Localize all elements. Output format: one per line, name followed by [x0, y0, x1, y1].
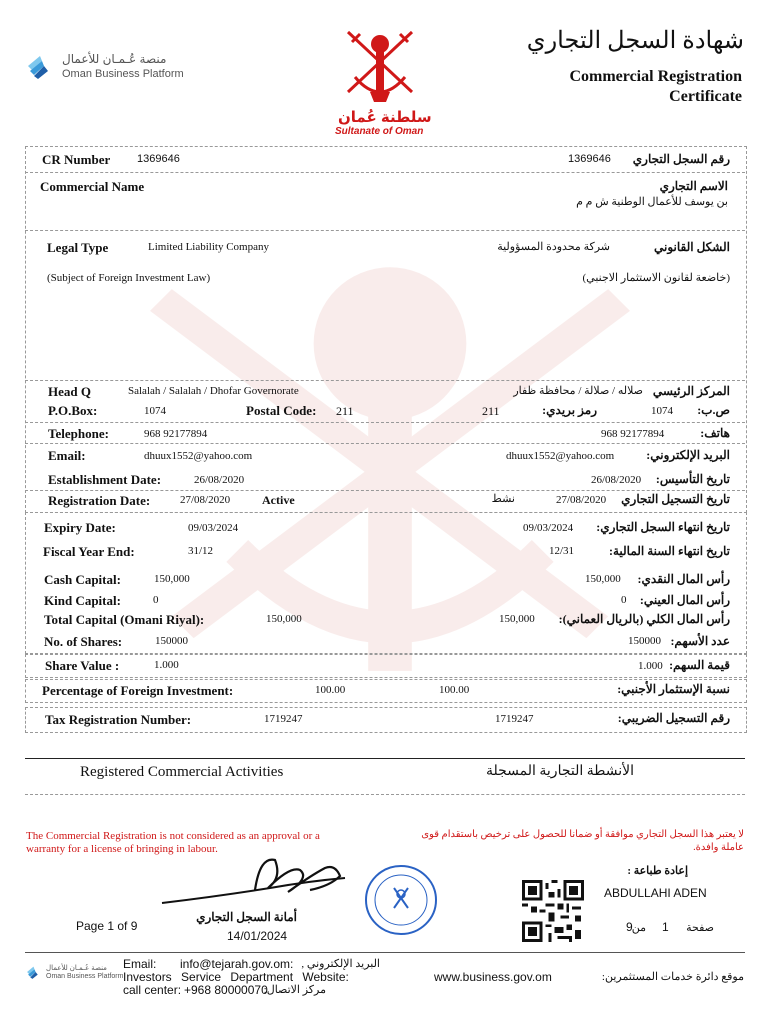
- est-label-ar: تاريخ التأسيس:: [655, 472, 730, 486]
- email-value: dhuux1552@yahoo.com: [144, 450, 253, 462]
- footer-email-value[interactable]: info@tejarah.gov.om:: [180, 957, 294, 971]
- activities-title-ar: الأنشطة التجارية المسجلة: [485, 764, 634, 779]
- fil-ar: (خاضعة لقانون الاستثمار الاجنبي): [582, 272, 730, 284]
- footer-call-label-ar: مركز الاتصال:: [263, 984, 326, 996]
- activities-title-en: Registered Commercial Activities: [80, 764, 284, 780]
- footer-website[interactable]: www.business.gov.om: [434, 970, 552, 984]
- row-divider: [25, 380, 745, 381]
- share-value-value: 1.000: [154, 659, 179, 671]
- postal-label: Postal Code:: [246, 403, 317, 418]
- pobox-label: P.O.Box:: [48, 403, 98, 418]
- head-q-value: Salalah / Salalah / Dhofar Governorate: [128, 385, 299, 397]
- oman-emblem: [330, 22, 430, 137]
- signature-icon: [160, 848, 350, 908]
- tax-value-ar: 1719247: [495, 713, 534, 725]
- row-divider: [25, 490, 745, 491]
- footer-obp-en: Oman Business Platform: [46, 973, 124, 980]
- tax-label: Tax Registration Number:: [45, 712, 192, 727]
- signatory-date: 14/01/2024: [227, 929, 288, 943]
- fiscal-value: 31/12: [188, 545, 214, 557]
- tax-value: 1719247: [264, 713, 303, 725]
- total-value: 150,000: [266, 613, 302, 625]
- commercial-name-ar: بن يوسف للأعمال الوطنية ش م م: [576, 196, 728, 208]
- expiry-label-ar: تاريخ انتهاء السجل التجاري:: [596, 520, 730, 534]
- total-label-ar: رأس المال الكلي (بالريال العماني):: [558, 612, 730, 626]
- shares-label: No. of Shares:: [44, 634, 123, 649]
- stamp-icon: [364, 864, 438, 936]
- pobox-value-ar: 1074: [651, 405, 673, 417]
- email-label-ar: البريد الإلكتروني:: [646, 448, 730, 462]
- reg-label-ar: تاريخ التسجيل التجاري: [621, 492, 730, 506]
- legal-type-value: Limited Liability Company: [148, 241, 269, 253]
- row-divider: [25, 230, 745, 231]
- row-divider: [25, 422, 745, 423]
- email-value-ar: dhuux1552@yahoo.com: [506, 450, 615, 462]
- postal-value-ar: 211: [482, 404, 500, 418]
- commercial-name-label: Commercial Name: [40, 179, 145, 194]
- total-label: Total Capital (Omani Riyal):: [44, 612, 205, 627]
- expiry-value-ar: 09/03/2024: [523, 522, 574, 534]
- qr-code-icon: [522, 880, 584, 942]
- reg-value: 27/08/2020: [180, 494, 231, 506]
- footer-email-label-ar: البريد الإلكتروني ,: [301, 958, 380, 970]
- disclaimer-en-2: warranty for a license of bringing in labour.: [26, 843, 218, 855]
- disclaimer-en-1: The Commercial Registration is not considered as an approval or a: [26, 830, 320, 842]
- share-value-value-ar: 1.000: [638, 660, 663, 672]
- signatory-ar: أمانة السجل التجاري: [196, 910, 297, 924]
- tax-label-ar: رقم التسجيل الضريبي:: [617, 711, 730, 725]
- shares-label-ar: عدد الأسهم:: [670, 634, 730, 648]
- kind-label: Kind Capital:: [44, 593, 121, 608]
- est-value: 26/08/2020: [194, 474, 245, 486]
- oman-emblem-icon: [330, 22, 430, 112]
- fiscal-label-ar: تاريخ انتهاء السنة المالية:: [608, 544, 730, 558]
- postal-label-ar: رمز بريدي:: [542, 403, 597, 417]
- obp-name-ar: منصة عُـمـان للأعمال: [62, 52, 167, 66]
- footer-email-label: Email:: [123, 957, 157, 971]
- commercial-name-label-ar: الاسم التجاري: [659, 179, 728, 193]
- est-value-ar: 26/08/2020: [591, 474, 642, 486]
- page-indicator-ar-of: من: [631, 922, 646, 934]
- cr-number-label: CR Number: [42, 152, 111, 167]
- cash-value: 150,000: [154, 573, 190, 585]
- page-indicator-ar-num: 1: [662, 920, 669, 934]
- head-q-label: Head Q: [48, 384, 91, 399]
- row-divider: [25, 443, 745, 444]
- cash-label: Cash Capital:: [44, 572, 121, 587]
- title-en-2: Certificate: [669, 88, 742, 105]
- kind-label-ar: رأس المال العيني:: [639, 593, 730, 607]
- pfi-value-ar: 100.00: [439, 684, 470, 696]
- shares-value-ar: 150000: [628, 635, 661, 647]
- est-label: Establishment Date:: [48, 472, 162, 487]
- footer-call-value[interactable]: +968 80000070: [184, 983, 268, 997]
- expiry-label: Expiry Date:: [44, 520, 116, 535]
- reprint-name: ABDULLAHI ADEN: [604, 886, 707, 900]
- footer-isd-label-ar: موقع دائرة خدمات المستثمرين:: [601, 971, 744, 983]
- tel-value: 968 92177894: [144, 428, 208, 440]
- obp-logo-icon: [26, 52, 56, 80]
- status-value-ar: نشط: [491, 493, 515, 505]
- cr-number-value: 1369646: [137, 153, 180, 165]
- fiscal-value-ar: 12/31: [549, 545, 575, 557]
- footer-isd-label: Investors Service Department Website:: [123, 970, 349, 984]
- cash-value-ar: 150,000: [585, 573, 621, 585]
- share-value-label: Share Value :: [45, 658, 120, 673]
- cr-number-label-ar: رقم السجل التجاري: [632, 152, 730, 166]
- cr-number-value-ar: 1369646: [568, 153, 611, 165]
- fil-en: (Subject of Foreign Investment Law): [47, 272, 211, 284]
- footer-rule: [25, 952, 745, 953]
- legal-type-label-ar: الشكل القانوني: [653, 240, 730, 254]
- cash-label-ar: رأس المال النقدي:: [637, 572, 730, 586]
- page-indicator-ar-total: 9: [626, 920, 633, 934]
- footer-call-label: call center:: [123, 983, 182, 997]
- title-ar: شهادة السجل التجاري: [526, 28, 744, 54]
- obp-name-en: Oman Business Platform: [62, 68, 184, 80]
- reprint-label-ar: إعادة طباعة :: [627, 865, 688, 877]
- page-indicator-en: Page 1 of 9: [76, 919, 138, 933]
- emblem-text-ar: سلطنة عُمان: [338, 109, 432, 126]
- row-divider: [25, 172, 745, 173]
- tel-label-ar: هاتف:: [700, 426, 730, 440]
- pobox-value: 1074: [144, 405, 166, 417]
- title-en-1: Commercial Registration: [569, 68, 742, 85]
- activities-bottom-rule: [25, 794, 745, 795]
- pfi-label-ar: نسبة الإستثمار الأجنبي:: [617, 682, 730, 696]
- activities-top-rule: [25, 758, 745, 759]
- email-label: Email:: [48, 448, 86, 463]
- head-q-label-ar: المركز الرئيسي: [652, 384, 730, 398]
- expiry-value: 09/03/2024: [188, 522, 239, 534]
- total-value-ar: 150,000: [499, 613, 535, 625]
- legal-type-label: Legal Type: [47, 240, 109, 255]
- disclaimer-ar-1: لا يعتبر هذا السجل التجاري موافقة أو ضمانا للحصول على ترخيص باستقدام قوى: [421, 829, 744, 840]
- pfi-value: 100.00: [315, 684, 346, 696]
- reg-value-ar: 27/08/2020: [556, 494, 607, 506]
- status-value: Active: [262, 493, 295, 507]
- fiscal-label: Fiscal Year End:: [43, 544, 135, 559]
- footer-obp-ar: منصة عُـمـان للأعمال: [46, 965, 107, 972]
- page-indicator-ar-word: صفحة: [686, 922, 714, 934]
- kind-value-ar: 0: [621, 594, 627, 606]
- head-q-value-ar: صلاله / صلالة / محافظة ظفار: [513, 385, 643, 397]
- share-value-label-ar: قيمة السهم:: [669, 658, 730, 672]
- pfi-label: Percentage of Foreign Investment:: [42, 683, 234, 698]
- pobox-label-ar: ص.ب:: [697, 403, 730, 417]
- postal-value: 211: [336, 404, 354, 418]
- kind-value: 0: [153, 594, 159, 606]
- disclaimer-ar-2: عاملة وافدة.: [693, 842, 744, 853]
- emblem-text-en: Sultanate of Oman: [335, 126, 424, 137]
- legal-type-value-ar: شركة محدودة المسؤولية: [497, 241, 610, 253]
- tel-value-ar: 968 92177894: [601, 428, 665, 440]
- tel-label: Telephone:: [48, 426, 109, 441]
- reg-label: Registration Date:: [48, 493, 151, 508]
- shares-value: 150000: [155, 635, 188, 647]
- obp-logo-icon: [26, 964, 42, 980]
